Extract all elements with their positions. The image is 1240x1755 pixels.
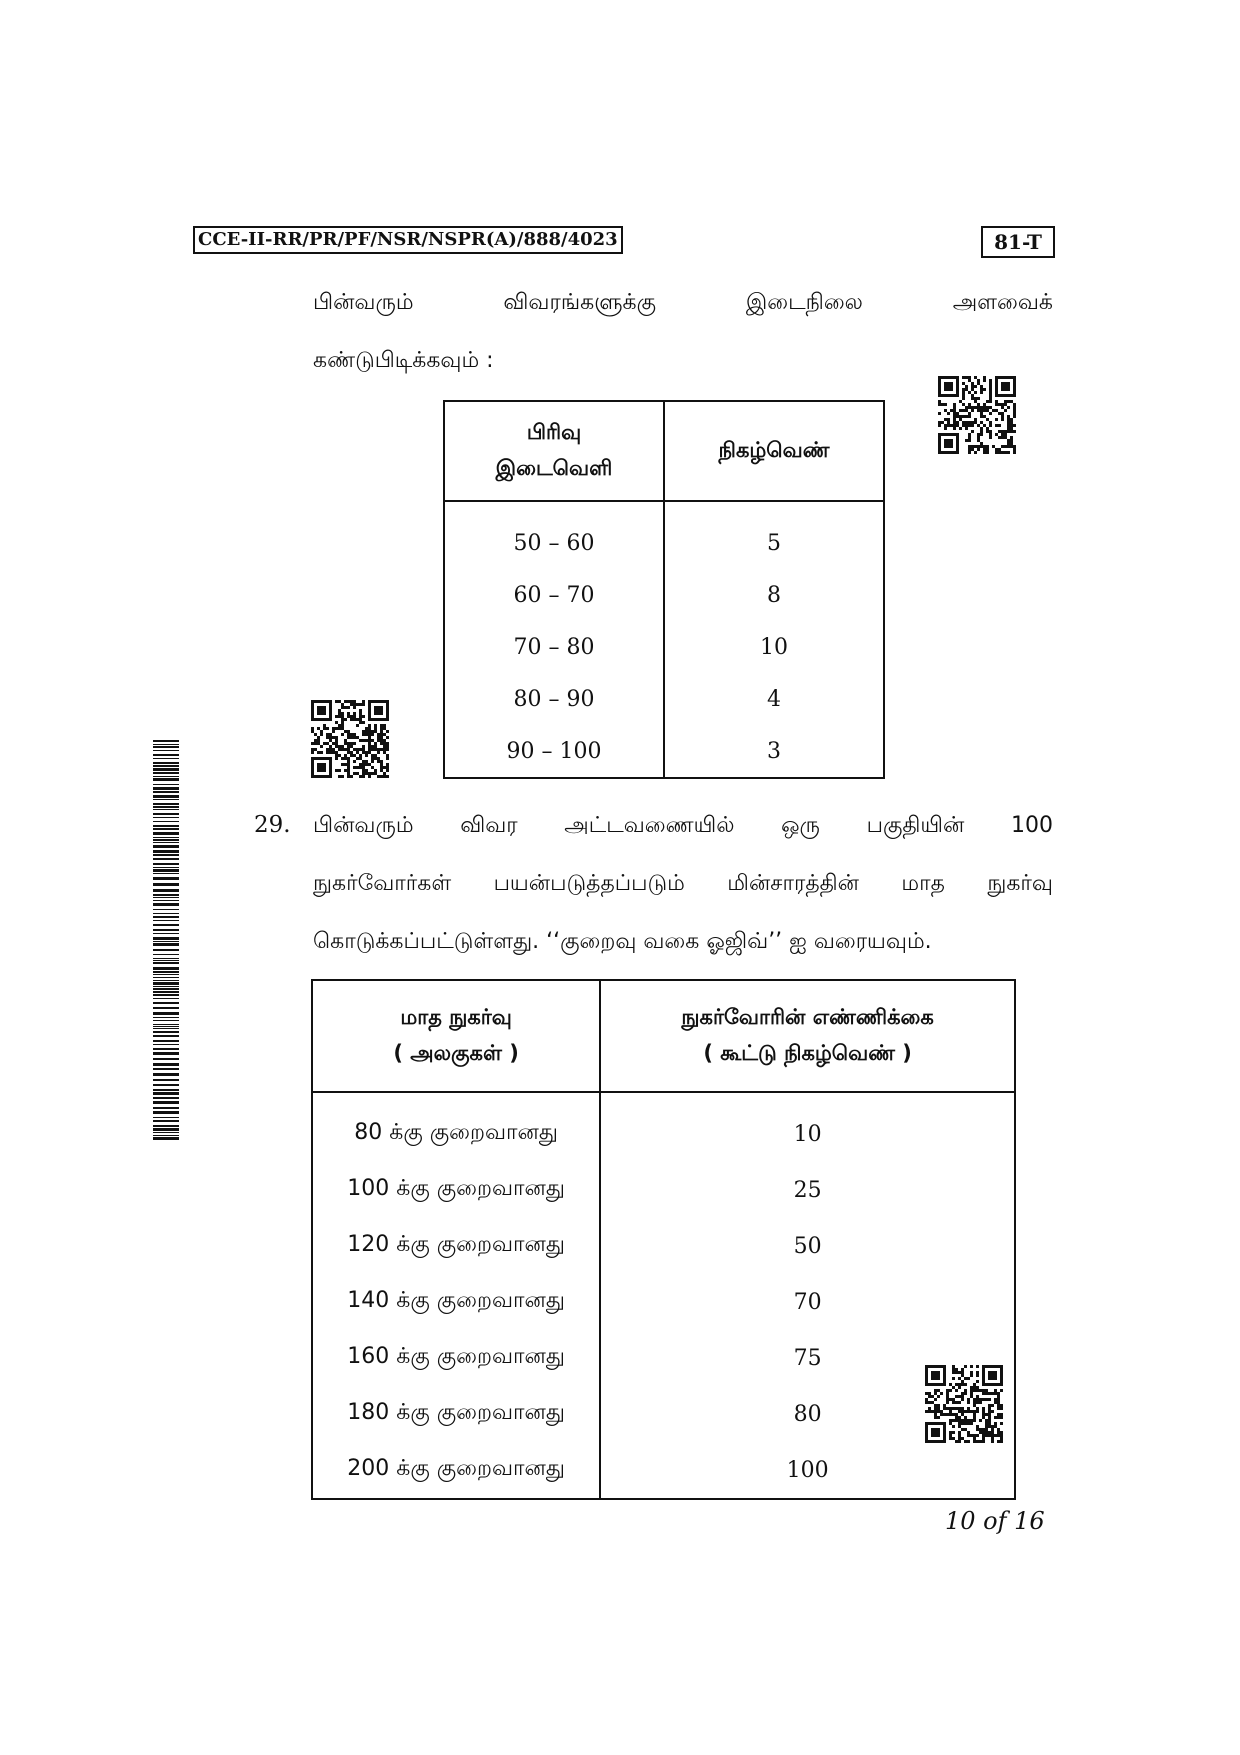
question-word: பயன்படுத்தப்படும் bbox=[493, 871, 685, 896]
frequency-cell: 3 bbox=[664, 725, 884, 778]
table-row bbox=[312, 1162, 1015, 1218]
table-row bbox=[312, 1092, 1015, 1162]
barcode-icon bbox=[153, 740, 179, 1140]
table-header-row bbox=[312, 980, 1015, 1092]
table-row bbox=[312, 1386, 1015, 1442]
consumption-cell: 140 க்கு குறைவானது bbox=[312, 1274, 600, 1330]
interval-cell: 90 – 100 bbox=[444, 725, 664, 778]
question-word: ஒரு bbox=[781, 813, 820, 838]
intro-text: கண்டுபிடிக்கவும் : bbox=[313, 348, 494, 373]
count-cell: 50 bbox=[600, 1218, 1015, 1274]
table-row bbox=[312, 1274, 1015, 1330]
header-text: ( கூட்டு நிகழ்வெண் ) bbox=[703, 1041, 912, 1065]
question-word: மாத bbox=[901, 871, 945, 896]
question-word: மின்சாரத்தின் bbox=[727, 871, 860, 896]
table-row bbox=[444, 501, 884, 569]
interval-cell: 60 – 70 bbox=[444, 569, 664, 621]
consumer-count-header bbox=[600, 980, 1015, 1092]
question-number: 29. bbox=[254, 812, 291, 838]
intro-word: விவரங்களுக்கு bbox=[503, 290, 657, 315]
count-cell: 75 bbox=[600, 1330, 1015, 1386]
consumption-cell: 200 க்கு குறைவானது bbox=[312, 1442, 600, 1499]
count-cell: 25 bbox=[600, 1162, 1015, 1218]
count-cell: 10 bbox=[600, 1092, 1015, 1162]
consumption-cell: 120 க்கு குறைவானது bbox=[312, 1218, 600, 1274]
table-row bbox=[444, 569, 884, 621]
header-text: மாத நுகர்வு bbox=[400, 1005, 512, 1030]
consumption-cell: 100 க்கு குறைவானது bbox=[312, 1162, 600, 1218]
question-line-2 bbox=[313, 871, 1053, 899]
class-interval-header bbox=[444, 401, 664, 501]
consumption-cell: 160 க்கு குறைவானது bbox=[312, 1330, 600, 1386]
question-word: 100 bbox=[1010, 813, 1053, 838]
interval-cell: 70 – 80 bbox=[444, 621, 664, 673]
table-row bbox=[444, 673, 884, 725]
paper-number: 81-T bbox=[981, 226, 1055, 258]
question-word: அட்டவணையில் bbox=[564, 813, 735, 838]
table-row bbox=[312, 1218, 1015, 1274]
question-line-3 bbox=[313, 929, 932, 957]
qr-code-icon bbox=[938, 376, 1016, 454]
frequency-cell: 8 bbox=[664, 569, 884, 621]
consumption-cell: 80 க்கு குறைவானது bbox=[312, 1092, 600, 1162]
paper-code: CCE-II-RR/PR/PF/NSR/NSPR(A)/888/4023 bbox=[193, 226, 623, 254]
interval-cell: 50 – 60 bbox=[444, 501, 664, 569]
frequency-cell: 5 bbox=[664, 501, 884, 569]
header-text: பிரிவு bbox=[526, 420, 582, 445]
table-row bbox=[312, 1330, 1015, 1386]
cumulative-frequency-table bbox=[311, 979, 1016, 1500]
count-cell: 80 bbox=[600, 1386, 1015, 1442]
table-row bbox=[312, 1442, 1015, 1499]
question-word: நுகர்வோர்கள் bbox=[313, 871, 452, 896]
intro-line-1 bbox=[313, 290, 1053, 318]
table-row bbox=[444, 621, 884, 673]
question-word: பகுதியின் bbox=[866, 813, 965, 838]
question-word: விவர bbox=[460, 813, 518, 838]
frequency-cell: 10 bbox=[664, 621, 884, 673]
intro-word: இடைநிலை bbox=[745, 290, 863, 315]
qr-code-icon bbox=[311, 700, 389, 778]
question-line-1 bbox=[313, 813, 1053, 841]
count-cell: 100 bbox=[600, 1442, 1015, 1499]
interval-cell: 80 – 90 bbox=[444, 673, 664, 725]
question-text: கொடுக்கப்பட்டுள்ளது. ‘‘குறைவு வகை ஓஜிவ்’’ ஐ வரையவும். bbox=[313, 929, 932, 954]
count-cell: 70 bbox=[600, 1274, 1015, 1330]
intro-word: அளவைக் bbox=[952, 290, 1053, 315]
question-word: பின்வரும் bbox=[313, 813, 414, 838]
header-text: ( அலகுகள் ) bbox=[393, 1041, 519, 1065]
table-header-row bbox=[444, 401, 884, 501]
page-number: 10 of 16 bbox=[945, 1507, 1045, 1535]
header-text: இடைவெளி bbox=[495, 456, 613, 480]
question-word: நுகர்வு bbox=[987, 871, 1053, 896]
monthly-consumption-header bbox=[312, 980, 600, 1092]
frequency-table bbox=[443, 400, 885, 779]
intro-line-2 bbox=[313, 348, 494, 376]
frequency-cell: 4 bbox=[664, 673, 884, 725]
table-row bbox=[444, 725, 884, 778]
header-text: நுகர்வோரின் எண்ணிக்கை bbox=[681, 1005, 934, 1030]
frequency-header: நிகழ்வெண் bbox=[664, 401, 884, 501]
consumption-cell: 180 க்கு குறைவானது bbox=[312, 1386, 600, 1442]
intro-word: பின்வரும் bbox=[313, 290, 414, 315]
